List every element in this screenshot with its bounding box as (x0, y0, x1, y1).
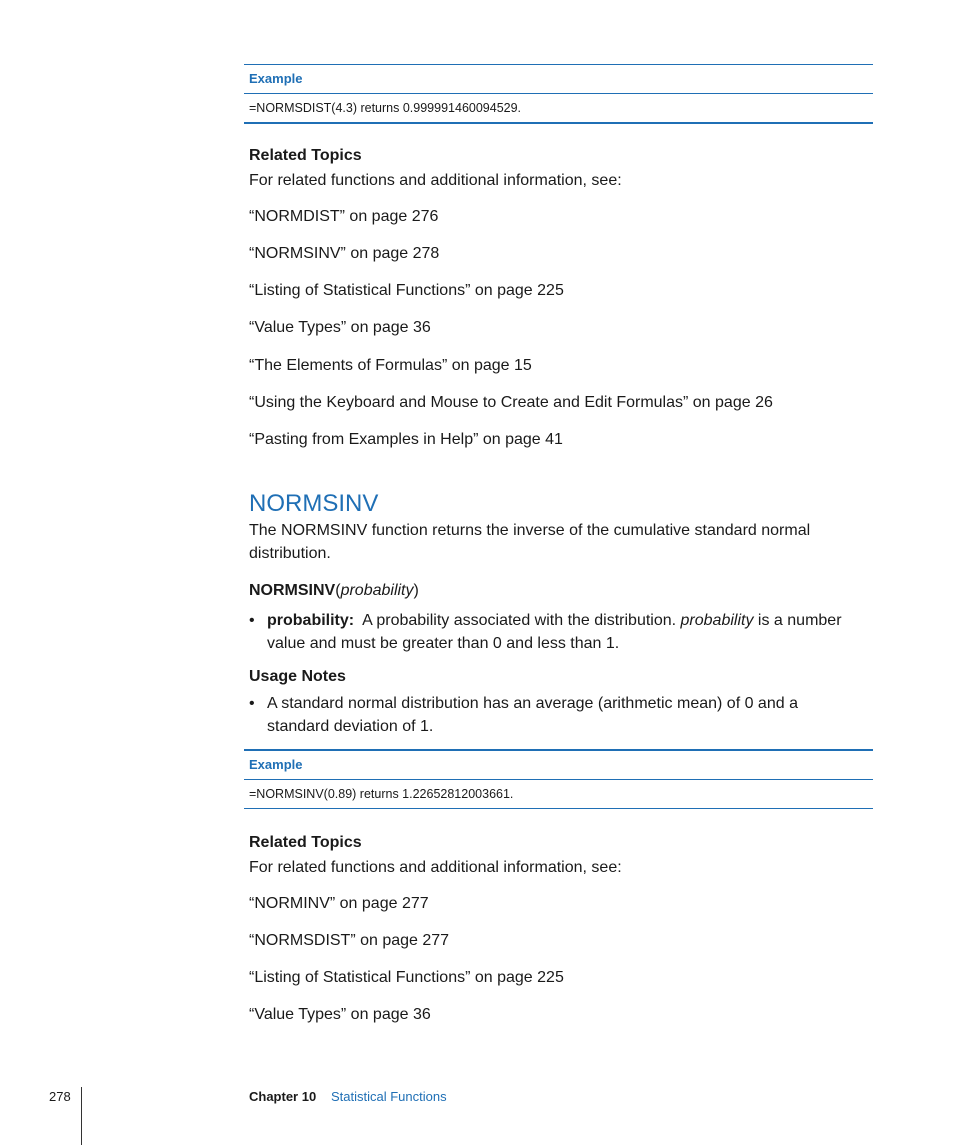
related-topics-intro-2: For related functions and additional information, see: (249, 859, 622, 876)
related-link[interactable]: “Listing of Statistical Functions” on page 225 (249, 282, 564, 299)
footer-chapter: Chapter 10 (249, 1089, 317, 1104)
bullet-point: • (249, 695, 255, 712)
bullet-point: • (249, 612, 255, 629)
section-title: NORMSINV (249, 490, 379, 517)
function-syntax (249, 579, 419, 602)
example-label: Example (244, 64, 873, 94)
footer-divider (81, 1087, 82, 1145)
page-number: 278 (49, 1089, 71, 1104)
usage-note-item (249, 692, 859, 738)
parameter-name: probability: (267, 612, 355, 629)
footer-chapter-title[interactable]: Statistical Functions (331, 1089, 447, 1104)
example-code: =NORMSINV(0.89) returns 1.22652812003661. (244, 780, 873, 809)
section-description: The NORMSINV function returns the inverse of the cumulative standard normal distribution. (249, 522, 811, 562)
related-link[interactable]: “Listing of Statistical Functions” on page 225 (249, 969, 564, 986)
parameter-desc-2: is a number value and must be greater than 0 and less than 1. (267, 612, 842, 652)
related-link[interactable]: “NORMSDIST” on page 277 (249, 932, 450, 949)
example-label: Example (244, 749, 873, 780)
parameter-desc-italic: probability (680, 612, 754, 629)
related-link[interactable]: “Pasting from Examples in Help” on page 41 (249, 431, 563, 448)
syntax-close-paren: ) (413, 582, 419, 599)
parameter-item (249, 609, 859, 655)
related-link[interactable]: “NORMINV” on page 277 (249, 895, 429, 912)
syntax-function-name: NORMSINV (249, 582, 336, 599)
usage-notes-heading: Usage Notes (249, 668, 346, 685)
parameter-text (267, 609, 859, 655)
example-code: =NORMSDIST(4.3) returns 0.999991460094529. (244, 94, 873, 124)
related-link[interactable]: “NORMSINV” on page 278 (249, 245, 440, 262)
related-topics-heading-2: Related Topics (249, 834, 362, 851)
example-box-1 (244, 64, 873, 124)
syntax-argument: probability (340, 582, 414, 599)
related-link[interactable]: “The Elements of Formulas” on page 15 (249, 357, 532, 374)
related-topics-heading-1: Related Topics (249, 147, 362, 164)
related-link[interactable]: “Value Types” on page 36 (249, 1006, 431, 1023)
example-box-2 (244, 749, 873, 809)
related-link[interactable]: “Value Types” on page 36 (249, 319, 431, 336)
related-link[interactable]: “NORMDIST” on page 276 (249, 208, 439, 225)
related-topics-intro-1: For related functions and additional information, see: (249, 172, 622, 189)
usage-note-text: A standard normal distribution has an average (arithmetic mean) of 0 and a standard deviation of 1. (267, 695, 798, 735)
syntax-open-paren: ( (335, 582, 341, 599)
parameter-desc-1: A probability associated with the distribution. (362, 612, 677, 629)
related-link[interactable]: “Using the Keyboard and Mouse to Create and Edit Formulas” on page 26 (249, 394, 773, 411)
